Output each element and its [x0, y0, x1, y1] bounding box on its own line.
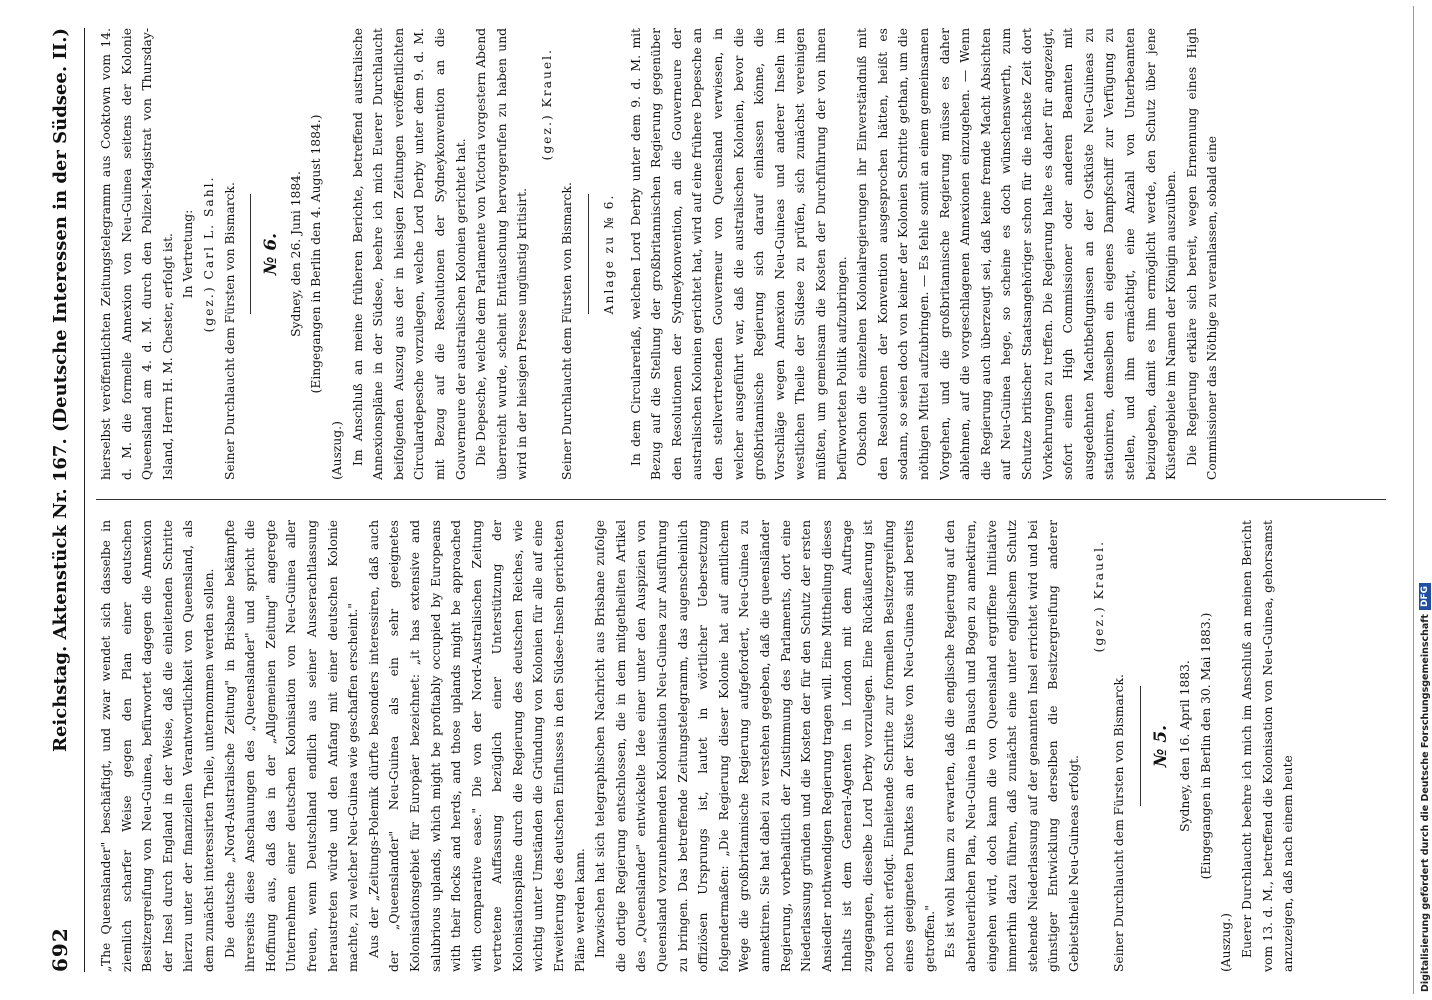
excerpt-note: (Auszug.) — [329, 421, 344, 480]
funding-credit: Digitalisierung gefördert durch die Deutsche Forschungsgemeinschaft — [1419, 614, 1431, 992]
place-date: Sydney, den 16. April 1883. — [1178, 660, 1193, 832]
addressee: Seiner Durchlaucht dem Fürsten von Bismarck. — [1112, 674, 1127, 972]
excerpt-note: (Auszug.) — [1219, 913, 1234, 972]
signature: (gez.) Carl L. Sahl. — [201, 175, 216, 333]
paragraph: Es ist wohl kaum zu erwarten, daß die englische Regierung auf den abenteuerlichen Plan, Neu-Guinea in Bausch und Bogen zu annektiren, eingehen wird, doch kann die von Queensland ergriffene Initiative immerhin dazu führen, daß zunächst eine unter englischem Schutz stehende Niederlassung auf der genannten Insel errichtet wird und bei günstiger Entwicklung derselben die Besitzergreifung anderer Gebietstheile Neu-Guineas erfolgt. — [943, 520, 1081, 972]
separator-rule — [588, 194, 589, 314]
paragraph: In dem Circularerlaß, welchen Lord Derby unter dem 9. d. M. mit Bezug auf die Stellung der großbritannischen Regierung gegenüber den Resolutionen der Sydneykonvention, an die Gouverneure der australischen Kolonien gerichtet hat, wird auf eine frühere Depesche an den stellvertretenden Gouverneur von Queensland verwiesen, in welcher ausgeführt war, daß die australischen Kolonien, bevor die großbritannische Regierung sich darauf einlassen könne, die Vorschläge wegen Annexion Neu-Guineas und anderer Inseln im westlichen Theile der Südsee zu prüfen, sich zunächst vereinigen müßten, um gemeinsam die Kosten der Durchführung der von ihnen befürworteten Politik aufzubringen. — [628, 28, 849, 480]
scan-edge-line — [1413, 6, 1414, 994]
attachment-heading: Anlage zu № 6. — [602, 193, 617, 315]
paragraph: Im Anschluß an meine früheren Berichte, betreffend australische Annexionspläne in der Südsee, beehre ich mich Euerer Durchlaucht beifolgenden Auszug aus der in hiesigen Zeitungen veröffentlichten Circulardepesche vorzulegen, welche Lord Derby unter dem 9. d. M. mit Bezug auf die Resolutionen der Sydneykonvention an die Gouverneure der australischen Kolonien gerichtet hat. — [350, 28, 468, 480]
paragraph: Die Regierung erkläre sich bereit, wegen Ernennung eines High Commissioner das Nöthige zu veranlassen, sobald eine — [1184, 28, 1220, 480]
paragraph: hierselbst veröffentlichten Zeitungstelegramm aus Cooktown vom 14. d. M. die formelle Annexion von Neu-Guinea seitens der Kolonie Queensland am 4. d. M. durch den Polizei-Magistrat von Thursday-Island, Herrn H. M. Chester, erfolgt ist. — [99, 28, 175, 480]
signature: (gez.) Krauel. — [1091, 540, 1106, 653]
column-divider — [96, 499, 1386, 500]
paragraph: Euerer Durchlaucht beehre ich mich im Anschluß an meinen Bericht vom 13. d. M., betreffend die Kolonisation von Neu-Guinea, gehorsamst anzuzeigen, daß nach einem heute — [1240, 520, 1296, 972]
paragraph: Obschon die einzelnen Kolonialregierungen ihr Einverständniß mit den Resolutionen der Konvention ausgesprochen hätten, heißt es sodann, so seien doch von keiner der Kolonien Schritte gethan, um die nöthigen Mittel aufzubringen. — Es fehle somit an einem gemeinsamen Vorgehen, und die großbritannische Regierung müsse es daher ablehnen, auf die vorgeschlagenen Annexionen einzugehen. — Wenn die Regierung auch überzeugt sei, daß keine fremde Macht Absichten auf Neu-Guinea hege, so scheine es doch wünschenswerth, zum Schutze britischer Staatsangehöriger schon für die nächste Zeit dort Vorkehrungen zu treffen. Die Regierung halte es daher für angezeigt, sofort einen High Commissioner oder anderen Beamten mit ausgedehnten Machtbefugnissen an der Ostküste Neu-Guineas zu stationiren, demselben ein eigenes Dampfschiff zur Verfügung zu stellen, und ihm ermächtigt, eine Anzahl von Unterbeamten beizugeben, damit es ihm ermöglicht werde, den Schutz über jene Küstengebiete im Namen der Königin auszuüben. — [855, 28, 1179, 480]
left-column — [96, 520, 1386, 972]
document-number: № 5. — [1150, 724, 1171, 768]
document-number: № 6. — [261, 232, 282, 276]
separator-rule — [250, 194, 251, 314]
paragraph: Die deutsche „Nord-Australische Zeitung" in Brisbane bekämpfte ihrerseits diese Anschauungen des „Queenslander" und spricht die Hoffnung aus, daß das in der „Allgemeinen Zeitung" angeregte Unternehmen einer deutschen Kolonisation von Neu-Guinea aller freuen, wenn Deutschland endlich aus seiner Ausserachtlassung heraustreten würde und den Anfang mit einer deutschen Kolonie machte, zu welcher Neu-Guinea wie geschaffen erscheint." — [222, 520, 361, 972]
funding-watermark — [1418, 0, 1432, 1000]
page-header — [44, 28, 76, 972]
addressee: Seiner Durchlaucht dem Fürsten von Bismarck. — [222, 182, 237, 480]
paragraph: Die Depesche, welche dem Parlamente von Victoria vorgestern Abend überreicht wurde, scheint Enttäuschung hervorgerufen zu haben und wird in der hiesigen Presse ungünstig kritisirt. — [474, 28, 530, 480]
place-date: Sydney, den 26. Juni 1884. — [288, 171, 303, 337]
header-rule — [84, 28, 85, 972]
page-number: 692 — [48, 927, 72, 972]
deputy-note: In Vertretung: — [181, 209, 196, 299]
signature: (gez.) Krauel. — [539, 48, 554, 161]
page-title: Reichstag. Aktenstück Nr. 167. (Deutsche Interessen in der Südsee. II.) — [49, 28, 71, 752]
separator-rule — [1140, 686, 1141, 806]
right-column — [96, 28, 1386, 480]
received-note: (Eingegangen in Berlin den 30. Mai 1883.) — [1198, 612, 1213, 880]
paragraph: Aus der „Zeitungs-Polemik dürfte besonders interessiren, daß auch der „Queenslander" Neu-Guinea als ein sehr geeignetes Kolonisationsgebiet für Europäer bezeichnet: „it has extensive and salubrious uplands, which might be profitably occupied by Europeans with their flocks and herds, and those uplands might be approached with comparative ease." Die von der Nord-Australischen Zeitung vertretene Auffassung bezüglich einer Unterstützung der Kolonisationspläne durch die Regierung des deutschen Reiches, wie wichtig unter Umständen die Gründung von Kolonien für alle auf eine Erweiterung des deutschen Einflusses in den Südsee-Inseln gerichteten Pläne werden kann. — [366, 520, 587, 972]
received-note: (Eingegangen in Berlin den 4. August 1884.) — [309, 114, 324, 394]
dfg-logo: DFG — [1419, 583, 1431, 610]
addressee: Seiner Durchlaucht dem Fürsten von Bismarck. — [560, 182, 575, 480]
paragraph: „The Queenslander" beschäftigt, und zwar wendet sich dasselbe in ziemlich scharfer Weise gegen den Plan einer deutschen Besitzergreifung von Neu-Guinea, befürwortet dagegen die Annexion der Insel durch England in der Weise, daß die einleitenden Schritte hierzu unter der finanziellen Verantwortlichkeit von Queensland, als dem zunächst interessirten Theile, unternommen werden sollen. — [99, 520, 216, 972]
paragraph: Inzwischen hat sich telegraphischen Nachricht aus Brisbane zufolge die dortige Regierung entschlossen, die in dem mitgetheilten Artikel des „Queenslander" entwickelte Idee einer unter den Auspizien von Queensland vorzunehmenden Kolonisation Neu-Guinea zur Ausführung zu bringen. Das betreffende Zeitungstelegramm, das augenscheinlich offiziösen Ursprungs ist, lautet in wörtlicher Uebersetzung folgendermaßen: „Die Regierung dieser Kolonie hat auf amtlichem Wege die großbritannische Regierung aufgefordert, Neu-Guinea zu annektiren. Sie hat dabei zu verstehen gegeben, daß die queensländer Regierung, vorbehaltlich der Zustimmung des Parlaments, dort eine Niederlassung gründen und die Kosten der für den Schutz der ersten Ansiedler nothwendigen Regierung tragen will. Eine Mittheilung dieses Inhalts ist dem General-Agenten in London mit dem Auftrage zugegangen, dieselbe Lord Derby vorzulegen. Eine Rückäußerung ist noch nicht erfolgt. Einleitende Schritte zur formellen Besitzergreifung eines geeigneten Punktes an der Küste von Neu-Guinea sind bereits getroffen." — [593, 520, 937, 972]
